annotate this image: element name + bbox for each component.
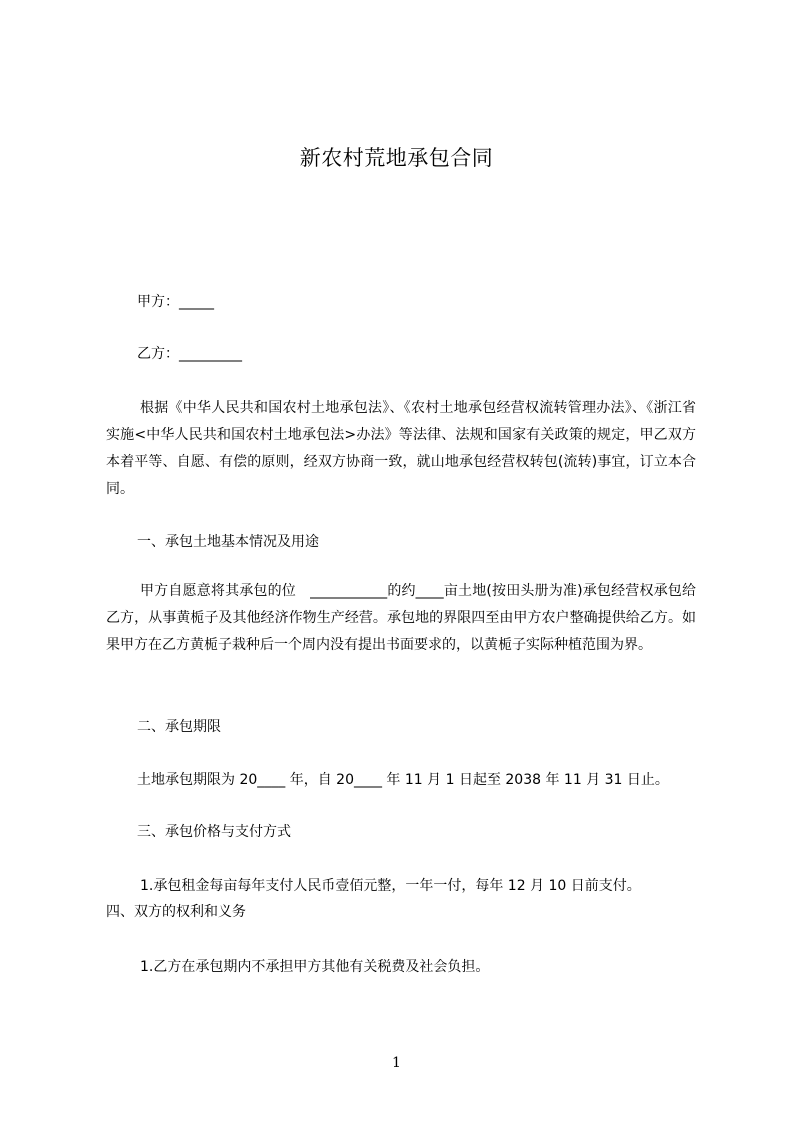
section-3-heading: 三、承包价格与支付方式 [137,824,291,840]
section-4-item-1: 1.乙方在承包期内不承担甲方其他有关税费及社会负担。 [140,959,490,975]
page-number: 1 [392,1055,401,1071]
section-2-body: 土地承包期限为 20____ 年，自 20____ 年 11 月 1 日起至 2038 年 11 月 31 日止。 [137,772,669,788]
party-b-line: 乙方：_________ [137,346,242,362]
section-2-heading: 二、承包期限 [137,719,221,735]
section-4-heading: 四、双方的权利和义务 [106,904,246,920]
section-1-heading: 一、承包土地基本情况及用途 [137,534,319,550]
section-1-body: 甲方自愿意将其承包的位 ___________的约____亩土地(按田头册为准)承包经营权承包给乙方，从事黄栀子及其他经济作物生产经营。承包地的界限四至由甲方农户整确提供给乙方。如果甲方在乙方黄栀子栽种后一个周内没有提出书面要求的，以黄栀子实际种植范围为界。 [106,583,696,653]
document-title: 新农村荒地承包合同 [299,146,494,170]
section-3-item-1: 1.承包租金每亩每年支付人民币壹佰元整，一年一付，每年 12 月 10 日前支付。 [140,878,641,894]
party-a-line: 甲方：_____ [137,294,214,310]
preamble-paragraph: 根据《中华人民共和国农村土地承包法》、《农村土地承包经营权流转管理办法》、《浙江省实施<中华人民共和国农村土地承包法>办法》等法律、法规和国家有关政策的规定，甲乙双方本着平等、自愿、有偿的原则，经双方协商一致，就山地承包经营权转包(流转)事宜，订立本合同。 [106,400,696,497]
